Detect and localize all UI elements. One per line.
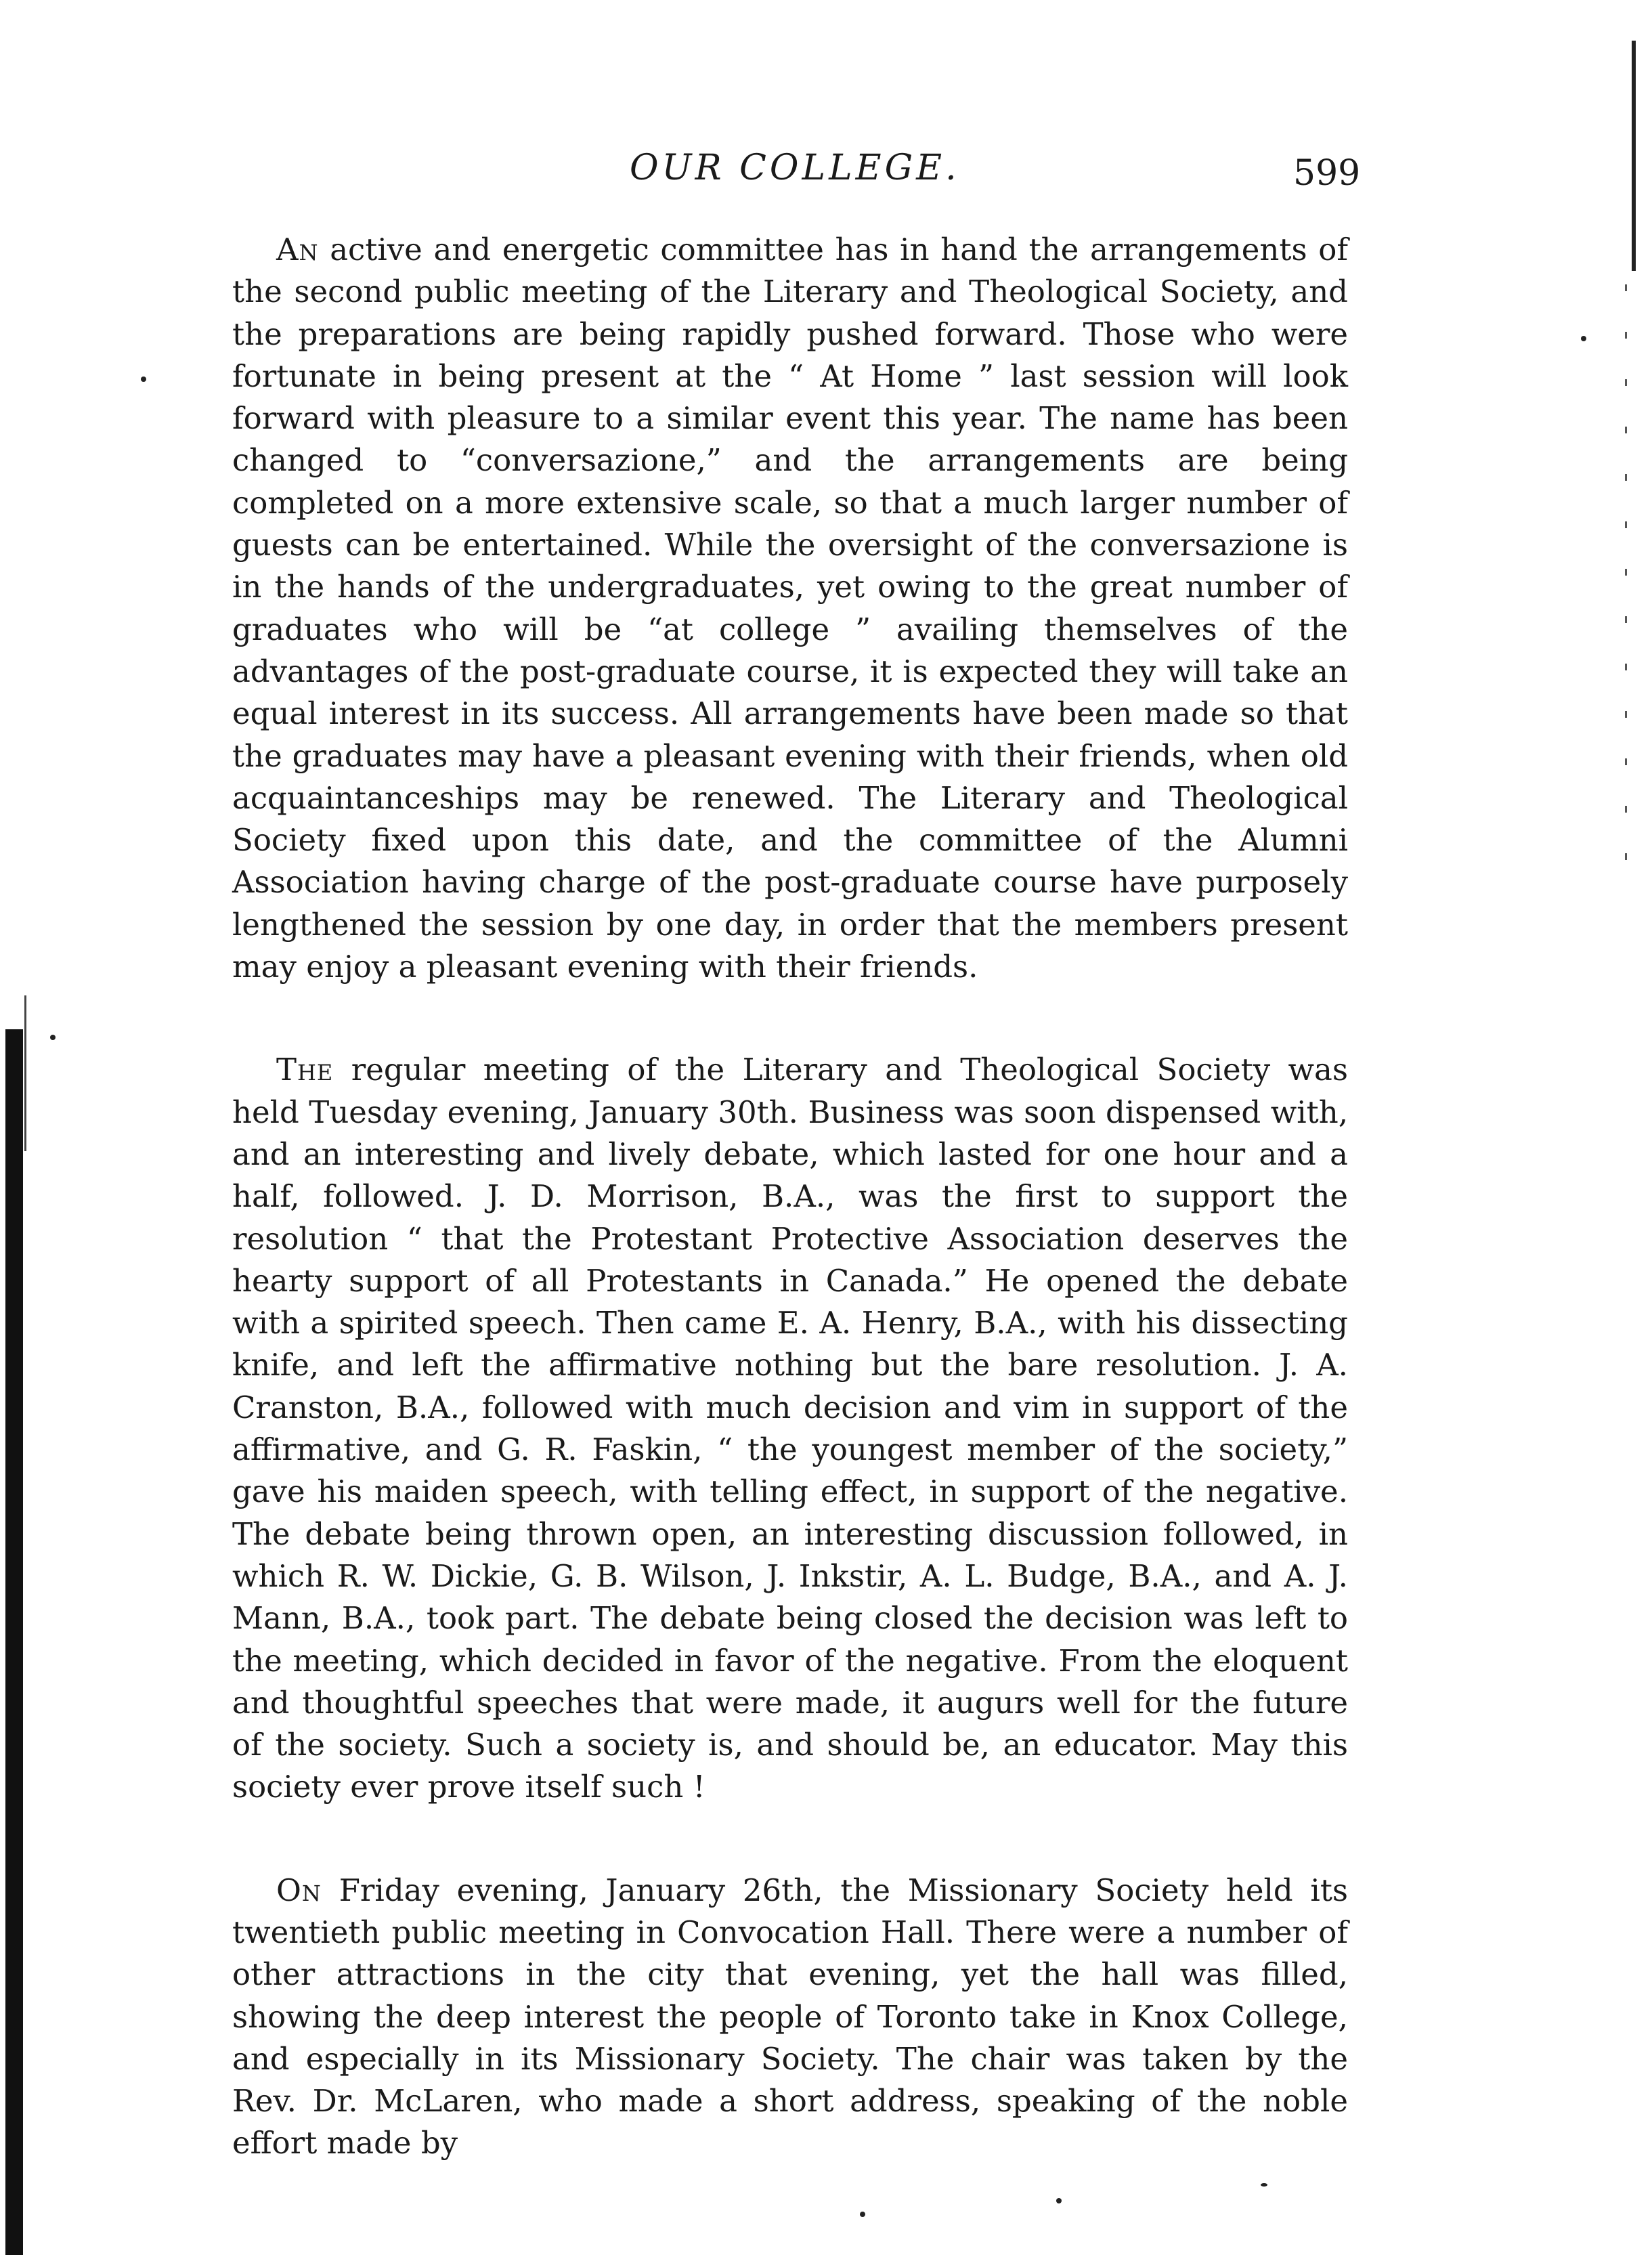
paragraph-conversazione [232,229,1348,988]
paragraph-lead: An [276,232,319,267]
running-head [0,148,1652,202]
ink-speck [1261,2183,1267,2187]
left-binding-shadow [5,1029,23,2255]
ink-speck [860,2212,865,2217]
ink-speck [50,1035,56,1040]
paragraph-lead: On [276,1872,322,1908]
ink-speck [1056,2198,1062,2203]
paragraph-missionary-society [232,1870,1348,2165]
body-text [232,229,1348,2165]
ink-speck [1581,336,1586,341]
paragraph-text: Friday evening, January 26th, the Missionary Society held its twentieth public meeting in Convocation Hall. There were a number of other attractions in the city that evening, yet the hall was filled, showing the deep interest the people of Toronto take in Knox College, and especially in its Missionary Society. The chair was taken by the Rev. Dr. McLaren, who made a short address, speaking of the noble effort made by [232,1872,1348,2161]
paragraph-text: active and energetic committee has in hand the arrangements of the second public meeting of the Literary and Theological Society, and the preparations are being rapidly pushed forward. Those who were fortunate in being present at the “ At Home ” last session will look forward with pleasure to a similar event this year. The name has been changed to “conversazione,” and the arrangements are being completed on a more extensive scale, so that a much larger number of guests can be entertained. While the oversight of the conversazione is in the hands of the undergraduates, yet owing to the great number of graduates who will be “at college ” availing themselves of the advantages of the post-graduate course, it is expected they will take an equal interest in its success. All arrangements have been made so that the graduates may have a pleasant evening with their friends, when old acquaintanceships may be renewed. The Literary and Theological Society fixed upon this date, and the committee of the Alumni Association having charge of the post-graduate course have purposely lengthened the session by one day, in order that the members present may enjoy a pleasant evening with their friends. [232,232,1348,985]
right-edge-specks [1625,284,1627,894]
paragraph-text: regular meeting of the Literary and Theological Society was held Tuesday evening, January 30th. Business was soon dispensed with, and an interesting and lively debate, which lasted for one hour and a half, followed. J. D. Morrison, B.A., was the first to support the resolution “ that the Protestant Protective Association deserves the hearty support of all Protestants in Canada.” He opened the debate with a spirited speech. Then came E. A. Henry, B.A., with his dissecting knife, and left the affirmative nothing but the bare resolution. J. A. Cranston, B.A., followed with much decision and vim in support of the affirmative, and G. R. Faskin, “ the youngest member of the society,” gave his maiden speech, with telling effect, in support of the negative. The debate being thrown open, an interesting discussion followed, in which R. W. Dickie, G. B. Wilson, J. Inkstir, A. L. Budge, B.A., and A. J. Mann, B.A., took part. The debate being closed the decision was left to the meeting, which decided in favor of the negative. From the eloquent and thoughtful speeches that were made, it augurs well for the future of the society. Such a society is, and should be, an educator. May this society ever prove itself such ! [232,1052,1348,1805]
running-title: OUR COLLEGE. [630,148,960,188]
ink-speck [141,376,146,382]
paragraph-lead: The [276,1052,334,1088]
page-number: 599 [1293,153,1361,194]
left-edge-line [24,995,26,1151]
paragraph-literary-society [232,1049,1348,1808]
